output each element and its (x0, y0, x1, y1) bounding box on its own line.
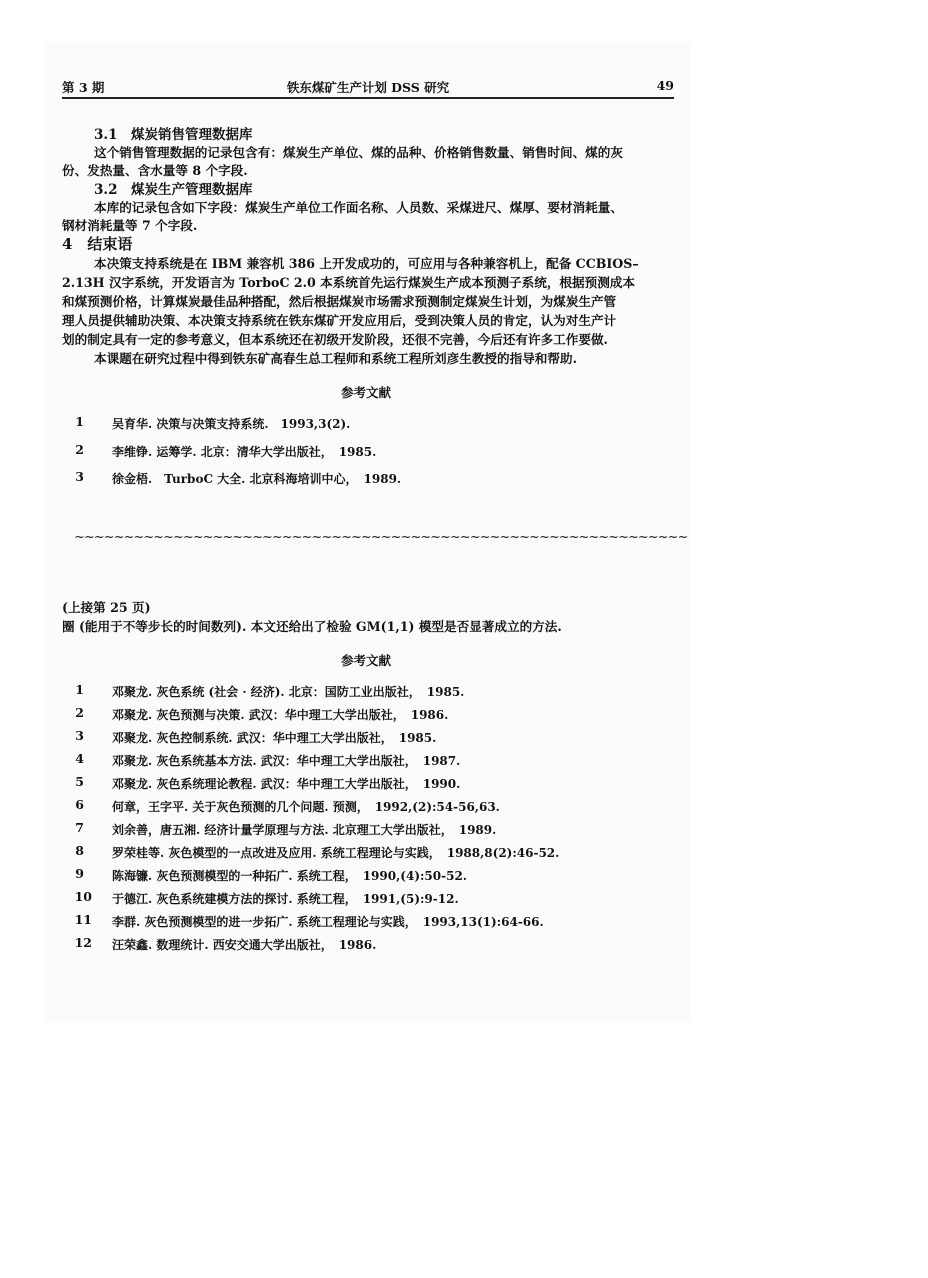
reference-number: 3 (75, 469, 84, 484)
running-header (62, 78, 674, 96)
reference-item: 徐金梧. TurboC 大全. 北京科海培训中心， 1989. (112, 472, 402, 486)
reference-item: 刘余善，唐五湘. 经济计量学原理与方法. 北京理工大学出版社， 1989. (112, 823, 497, 837)
continued-label: (上接第 25 页) (62, 600, 151, 615)
reference-number: 9 (75, 866, 84, 881)
reference-number: 8 (75, 843, 84, 858)
paragraph-line: 本库的记录包含如下字段：煤炭生产单位工作面名称、人员数、采煤进尺、煤厚、要材消耗量、 (94, 200, 623, 215)
section-3-1-heading: 3.1 煤炭销售管理数据库 (94, 127, 253, 143)
acknowledgement: 本课题在研究过程中得到铁东矿高春生总工程师和系统工程所刘彦生教授的指导和帮助. (94, 351, 577, 366)
reference-item: 吴育华. 决策与决策支持系统. 1993,3(2). (112, 417, 351, 431)
reference-item: 李群. 灰色预测模型的进一步拓广. 系统工程理论与实践， 1993,13(1):64-66. (112, 915, 544, 929)
continued-line: 圈 (能用于不等步长的时间数列). 本文还给出了检验 GM(1,1) 模型是否显著成立的方法. (62, 619, 562, 634)
reference-number: 7 (75, 820, 84, 835)
reference-number: 1 (75, 414, 84, 429)
reference-item: 李维铮. 运筹学. 北京：清华大学出版社， 1985. (112, 445, 377, 459)
reference-item: 邓聚龙. 灰色预测与决策. 武汉：华中理工大学出版社， 1986. (112, 708, 449, 722)
reference-item: 邓聚龙. 灰色系统理论教程. 武汉：华中理工大学出版社， 1990. (112, 777, 461, 791)
references-heading: 参考文献 (340, 385, 391, 400)
reference-item: 邓聚龙. 灰色系统基本方法. 武汉：华中理工大学出版社， 1987. (112, 754, 461, 768)
paragraph-line: 2.13H 汉字系统，开发语言为 TorboC 2.0 本系统首先运行煤炭生产成本预测子系统，根据预测成本 (62, 275, 635, 290)
reference-item: 罗荣桂等. 灰色模型的一点改进及应用. 系统工程理论与实践， 1988,8(2):46-52. (112, 846, 560, 860)
reference-item: 陈海镰. 灰色预测模型的一种拓广. 系统工程， 1990,(4):50-52. (112, 869, 467, 883)
reference-number: 10 (74, 889, 92, 904)
references-heading: 参考文献 (340, 653, 391, 668)
reference-number: 5 (75, 774, 84, 789)
paragraph-line: 份、发热量、含水量等 8 个字段. (62, 163, 248, 178)
section-3-2-heading: 3.2 煤炭生产管理数据库 (94, 182, 253, 198)
reference-number: 4 (75, 751, 84, 766)
reference-item: 邓聚龙. 灰色控制系统. 武汉：华中理工大学出版社， 1985. (112, 731, 437, 745)
issue-number: 第 3 期 (62, 80, 105, 95)
paragraph-line: 本决策支持系统是在 IBM 兼容机 386 上开发成功的，可应用与各种兼容机上，配备 CCBIOS– (94, 256, 639, 271)
reference-item: 于德江. 灰色系统建模方法的探讨. 系统工程， 1991,(5):9-12. (112, 892, 459, 906)
reference-number: 11 (74, 912, 92, 927)
reference-number: 1 (75, 682, 84, 697)
reference-number: 12 (74, 935, 92, 950)
paragraph-line: 理人员提供辅助决策、本决策支持系统在铁东煤矿开发应用后，受到决策人员的肯定，认为对生产计 (62, 313, 617, 328)
paragraph-line: 和煤预测价格，计算煤炭最佳品种搭配，然后根据煤炭市场需求预测制定煤炭生计划，为煤炭生产管 (62, 294, 617, 309)
reference-number: 3 (75, 728, 84, 743)
reference-number: 2 (75, 442, 84, 457)
paragraph-line: 划的制定具有一定的参考意义，但本系统还在初级开发阶段，还很不完善，今后还有许多工作要做. (62, 332, 608, 347)
section-4-heading: 4 结束语 (62, 235, 133, 253)
reference-item: 邓聚龙. 灰色系统 (社会 · 经济). 北京：国防工业出版社， 1985. (112, 685, 465, 699)
reference-number: 2 (75, 705, 84, 720)
page-number: 49 (656, 78, 674, 93)
running-title: 铁东煤矿生产计划 DSS 研究 (286, 80, 450, 95)
reference-item: 何章，王字平. 关于灰色预测的几个问题. 预测， 1992,(2):54-56,63. (112, 800, 500, 814)
paragraph-line: 钢材消耗量等 7 个字段. (62, 218, 198, 233)
header-rule (62, 97, 674, 99)
reference-item: 汪荣鑫. 数理统计. 西安交通大学出版社， 1986. (112, 938, 377, 952)
reference-number: 6 (75, 797, 84, 812)
wavy-separator: ~~~~~~~~~~~~~~~~~~~~~~~~~~~~~~~~~~~~~~~~~~~~~~~~~~~~~~~~~~~~~~ (74, 530, 688, 545)
paragraph-line: 这个销售管理数据的记录包含有：煤炭生产单位、煤的品种、价格销售数量、销售时间、煤的灰 (94, 145, 623, 160)
